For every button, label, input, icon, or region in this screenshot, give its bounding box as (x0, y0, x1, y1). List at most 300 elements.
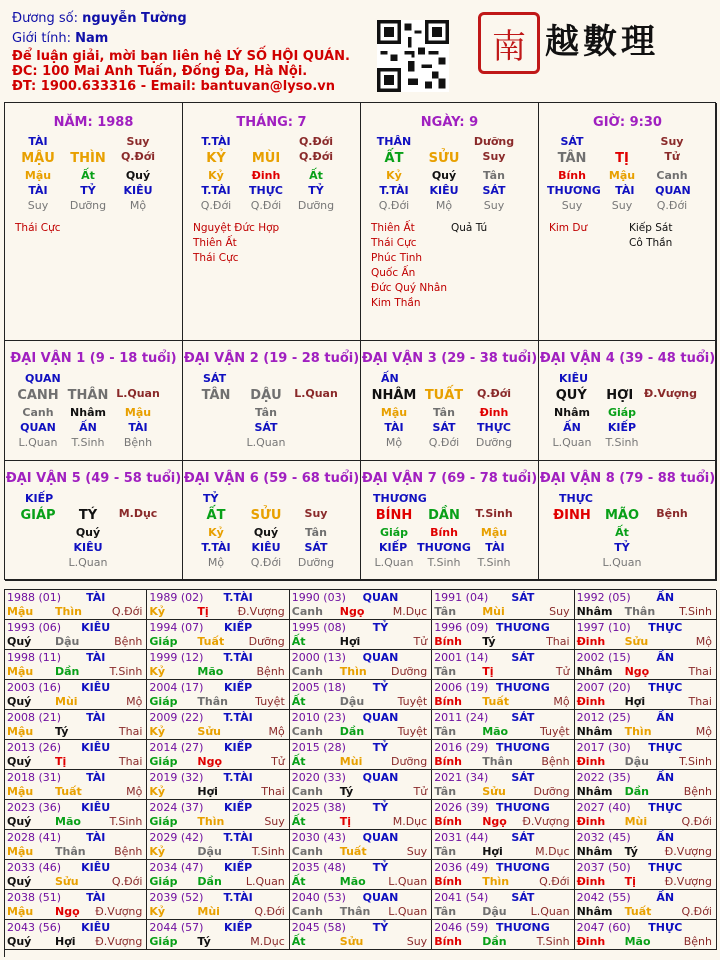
cell-row (13, 405, 163, 420)
year-branch: Dần (197, 875, 222, 888)
year-stem: Kỷ (149, 905, 166, 918)
a-value: Đinh (251, 169, 281, 182)
b-value: KIẾP (378, 541, 408, 554)
year-branch: Thân (55, 845, 86, 858)
cell-row (191, 525, 341, 540)
top-value: T.TÀI (201, 135, 231, 148)
year-stem: Ất (291, 695, 306, 708)
year-state: L.Quan (388, 905, 428, 918)
stars-block (549, 221, 716, 251)
year-cell (575, 620, 717, 650)
year-branch: Thìn (339, 665, 367, 678)
year-state: Tuyệt (397, 725, 428, 738)
year-label: 1997 (10) (576, 621, 631, 634)
c-value: Q.Đới (656, 199, 688, 212)
luck-period-cell (539, 341, 717, 461)
mid-value: TÂN (201, 388, 231, 403)
year-god: SÁT (511, 591, 535, 604)
year-god: T.TÀI (223, 651, 253, 664)
star-label: Cô Thần (629, 237, 673, 249)
luck-god: THỰC (559, 492, 593, 505)
year-god: THỰC (648, 801, 683, 814)
c-value: Q.Đới (250, 199, 282, 212)
year-label: 2008 (21) (7, 711, 62, 724)
b-value: TÀI (485, 541, 505, 554)
year-stem: Ất (291, 875, 306, 888)
b-value: TÀI (128, 421, 148, 434)
year-god: TÀI (86, 891, 106, 904)
b-value (113, 540, 163, 555)
year-cell (5, 860, 147, 890)
year-state: Q.Đới (539, 875, 570, 888)
a-value: Quý (253, 526, 279, 539)
cell-row (13, 198, 163, 213)
luck-title: ĐẠI VẬN 4 (39 - 48 tuổi) (539, 351, 716, 366)
a-value: Ất (615, 526, 629, 539)
year-state: Tử (271, 755, 285, 768)
year-stem: Ất (291, 755, 306, 768)
year-cell (432, 770, 574, 800)
year-branch: Hợi (624, 695, 646, 708)
year-state: Thai (546, 635, 570, 648)
year-god: KIÊU (81, 921, 111, 934)
year-state: Tử (555, 665, 570, 678)
year-god: KIÊU (81, 741, 111, 754)
year-stem: Mậu (7, 785, 34, 798)
b-value: THỰC (477, 421, 511, 434)
pillar-title: GIỜ: 9:30 (593, 115, 662, 130)
year-state: Q.Đới (111, 875, 143, 888)
year-state: M.Dục (250, 935, 285, 948)
year-cell (575, 860, 717, 890)
year-label: 2042 (55) (576, 891, 631, 904)
a-value: Tân (255, 406, 277, 419)
year-branch: Tuất (624, 905, 652, 918)
a-value: Ất (81, 169, 95, 182)
c-value: T.Sinh (427, 556, 461, 569)
year-label: 2011 (24) (434, 711, 489, 724)
a-value: Mậu (124, 406, 152, 419)
year-branch: Sửu (624, 635, 649, 648)
year-stem: Tân (434, 845, 457, 858)
year-god: KIẾP (223, 621, 253, 634)
year-stem: Quý (7, 935, 32, 948)
year-cell (290, 890, 432, 920)
year-god: ẤN (656, 651, 675, 664)
year-branch: Mão (482, 725, 509, 738)
year-label: 1995 (08) (291, 621, 346, 634)
a-value (647, 525, 697, 540)
year-cell (5, 830, 147, 860)
luck-period-cell (539, 461, 717, 581)
year-label: 2007 (20) (576, 681, 631, 694)
year-label: 2028 (41) (7, 831, 62, 844)
b-value: THỰC (249, 184, 283, 197)
pillar-title: THÁNG: 7 (236, 115, 307, 130)
c-value: Mộ (385, 436, 403, 449)
c-value: Mộ (435, 199, 453, 212)
year-stem: Canh (291, 785, 323, 798)
luck-title: ĐẠI VẬN 8 (79 - 88 tuổi) (539, 471, 716, 486)
cell-row (191, 198, 341, 213)
luck-period-cell (183, 461, 361, 581)
year-state: Thai (688, 695, 712, 708)
year-branch: Dậu (482, 905, 507, 918)
b-value: KIÊU (123, 184, 153, 197)
year-state: Suy (549, 605, 570, 618)
cell-row (369, 149, 519, 168)
top-value: Q.Đới (298, 135, 334, 148)
c-value: L.Quan (552, 436, 592, 449)
year-branch: Dậu (624, 755, 649, 768)
year-label: 2001 (14) (434, 651, 489, 664)
year-branch: Mão (55, 815, 81, 828)
year-cell (147, 620, 289, 650)
a-value (647, 405, 697, 420)
year-stem: Tân (434, 905, 457, 918)
year-god: KIÊU (81, 621, 111, 634)
year-branch: Hợi (197, 785, 218, 798)
year-label: 2037 (50) (576, 861, 631, 874)
year-label: 1999 (12) (149, 651, 204, 664)
year-state: Mộ (553, 695, 570, 708)
mid-value: THÂN (67, 388, 109, 403)
luck-period-cell (361, 461, 539, 581)
year-state: Mộ (126, 695, 143, 708)
year-god: THƯƠNG (496, 741, 550, 754)
year-branch: Mùi (482, 605, 505, 618)
top-value (241, 134, 291, 149)
year-label: 1998 (11) (7, 651, 62, 664)
contact-line-3[interactable]: ĐT: 1900.633316 - Email: bantuvan@lyso.vn (12, 79, 336, 94)
year-label: 1989 (02) (149, 591, 204, 604)
luck-god: QUAN (25, 372, 61, 385)
year-cell (147, 710, 289, 740)
mid-value: QUÝ (555, 388, 587, 403)
year-cell (575, 770, 717, 800)
year-cell (5, 770, 147, 800)
year-god: KIẾP (223, 681, 253, 694)
b-value: ẤN (563, 421, 581, 434)
year-god: SÁT (511, 831, 535, 844)
b-value: THƯƠNG (547, 184, 601, 197)
year-cell (290, 740, 432, 770)
b-value: KIÊU (429, 184, 459, 197)
c-value: Suy (611, 199, 633, 212)
c-value (647, 435, 697, 450)
star-label: Kim Dư (549, 222, 588, 234)
year-god: TÀI (86, 711, 106, 724)
mid-value: ĐINH (553, 508, 591, 523)
cell-row (191, 555, 341, 570)
year-cell (432, 740, 574, 770)
cell-row (369, 183, 519, 198)
year-stem: Canh (291, 725, 323, 738)
b-value: TÀI (28, 184, 48, 197)
year-state: Dưỡng (248, 635, 285, 648)
top-value (63, 134, 113, 149)
c-value: Dưỡng (297, 199, 335, 212)
a-value: Mậu (380, 406, 408, 419)
year-stem: Mậu (7, 665, 34, 678)
year-cell (147, 590, 289, 620)
cell-row (13, 506, 163, 525)
year-stem: Bính (434, 815, 463, 828)
year-stem: Giáp (149, 815, 178, 828)
b-value (191, 420, 241, 435)
year-stem: Bính (434, 935, 463, 948)
year-stem: Canh (291, 665, 323, 678)
year-state: Thai (118, 725, 143, 738)
year-label: 2027 (40) (576, 801, 631, 814)
cell-row (13, 168, 163, 183)
year-state: Đ.Vượng (522, 815, 570, 828)
a-value: Bính (430, 526, 458, 539)
c-value: Mộ (207, 556, 225, 569)
year-branch: Tuất (482, 695, 509, 708)
year-label: 2033 (46) (7, 861, 62, 874)
year-state: Q.Đới (681, 815, 712, 828)
year-cell (5, 650, 147, 680)
a-value: Quý (431, 169, 457, 182)
mid-value: M.Dục (118, 507, 158, 520)
year-god: TÀI (86, 831, 106, 844)
mid-value: SỬU (250, 508, 282, 523)
a-value: Kỷ (386, 169, 402, 182)
star-label: Thiên Ất (371, 222, 415, 234)
year-stem: Canh (291, 845, 323, 858)
annual-luck-table (4, 589, 716, 957)
year-god: THỰC (648, 681, 683, 694)
mid-value: DẦN (428, 508, 460, 523)
year-branch: Sửu (339, 935, 364, 948)
a-value: Nhâm (554, 406, 590, 419)
year-god: ẤN (656, 891, 675, 904)
year-stem: Đinh (576, 875, 606, 888)
year-label: 2023 (36) (7, 801, 62, 814)
year-branch: Thìn (624, 725, 652, 738)
year-cell (147, 920, 289, 950)
year-state: Bệnh (683, 785, 712, 798)
mid-value: TUẤT (424, 388, 464, 403)
year-god: KIẾP (223, 801, 253, 814)
b-value: TỶ (80, 184, 96, 197)
year-state: Bệnh (541, 755, 570, 768)
cell-row (191, 405, 341, 420)
year-label: 2000 (13) (291, 651, 346, 664)
star-label: Thái Cực (371, 237, 417, 249)
year-label: 2017 (30) (576, 741, 631, 754)
year-stem: Canh (291, 905, 323, 918)
mid-value: TỊ (615, 151, 629, 166)
c-value: L.Quan (18, 436, 58, 449)
c-value: T.Sinh (605, 436, 639, 449)
c-value: Q.Đới (200, 199, 232, 212)
mid-value: ẤT (206, 508, 226, 523)
year-god: THƯƠNG (496, 861, 550, 874)
cell-row (369, 525, 519, 540)
star-label: Thái Cực (193, 252, 239, 264)
year-cell (147, 860, 289, 890)
year-label: 2016 (29) (434, 741, 489, 754)
b-value: T.TÀI (201, 184, 231, 197)
year-stem: Đinh (576, 815, 606, 828)
a-value: Nhâm (70, 406, 106, 419)
cell-row (369, 198, 519, 213)
b-value: SÁT (432, 421, 456, 434)
year-stem: Giáp (149, 635, 178, 648)
c-value: Dưỡng (69, 199, 107, 212)
year-state: Mộ (126, 785, 143, 798)
cell-row (547, 420, 697, 435)
year-branch: Thân (339, 905, 371, 918)
year-state: Tử (413, 635, 428, 648)
year-label: 2035 (48) (291, 861, 346, 874)
luck-god: THƯƠNG (373, 492, 427, 505)
year-stem: Đinh (576, 755, 606, 768)
year-cell (5, 680, 147, 710)
luck-god: TỶ (203, 492, 219, 505)
year-branch: Tị (55, 755, 67, 768)
cell-row (547, 168, 697, 183)
cell-row (369, 168, 519, 183)
cell-row (13, 420, 163, 435)
cell-row (13, 525, 163, 540)
pillar-title: NĂM: 1988 (53, 115, 134, 130)
year-state: Thai (688, 665, 712, 678)
year-branch: Ngọ (624, 665, 650, 678)
year-cell (432, 710, 574, 740)
year-label: 2036 (49) (434, 861, 489, 874)
year-cell (432, 680, 574, 710)
year-branch: Sửu (55, 875, 79, 888)
year-state: T.Sinh (251, 845, 285, 858)
c-value: L.Quan (374, 556, 414, 569)
cell-row (369, 386, 519, 405)
year-stem: Kỷ (149, 845, 166, 858)
c-value (13, 555, 63, 570)
mid-value: TÂN (557, 151, 587, 166)
c-value: Bệnh (123, 436, 153, 449)
year-god: KIẾP (223, 741, 253, 754)
cell-row (547, 435, 697, 450)
a-value: Quý (125, 169, 151, 182)
c-value: L.Quan (68, 556, 108, 569)
year-stem: Quý (7, 635, 32, 648)
year-god: ẤN (656, 711, 675, 724)
year-label: 1990 (03) (291, 591, 346, 604)
year-label: 2045 (58) (291, 921, 346, 934)
a-value (13, 525, 63, 540)
a-value: Canh (22, 406, 54, 419)
year-branch: Ngọ (482, 815, 507, 828)
b-value: THƯƠNG (417, 541, 471, 554)
header (0, 0, 720, 100)
year-god: KIẾP (223, 921, 253, 934)
year-cell (147, 740, 289, 770)
a-value: Đinh (479, 406, 509, 419)
year-god: KIÊU (81, 681, 111, 694)
year-stem: Bính (434, 755, 463, 768)
mid-value: HỢI (606, 388, 634, 403)
year-cell (575, 680, 717, 710)
a-value: Tân (433, 406, 455, 419)
cell-row (547, 540, 697, 555)
year-branch: Mão (624, 935, 651, 948)
year-stem: Giáp (149, 875, 178, 888)
year-god: QUAN (362, 591, 399, 604)
year-label: 2021 (34) (434, 771, 489, 784)
year-branch: Tý (197, 935, 211, 948)
cell-row (13, 540, 163, 555)
year-cell (147, 800, 289, 830)
year-cell (5, 590, 147, 620)
luck-title: ĐẠI VẬN 2 (19 - 28 tuổi) (183, 351, 360, 366)
year-state: M.Dục (535, 845, 570, 858)
top-value: SÁT (560, 135, 584, 148)
year-stem: Tân (434, 785, 457, 798)
cell-row (369, 134, 519, 149)
year-branch: Dậu (339, 695, 365, 708)
year-state: Bệnh (683, 935, 712, 948)
year-state: Suy (406, 935, 428, 948)
mid-value: T.Sinh (475, 507, 513, 520)
year-branch: Thân (482, 755, 513, 768)
star-label: Phúc Tinh (371, 252, 423, 264)
year-branch: Tị (624, 875, 636, 888)
cell-row (547, 555, 697, 570)
a-value: Quý (75, 526, 101, 539)
cell-row (191, 168, 341, 183)
mid-value: THÌN (70, 151, 106, 166)
year-branch: Thìn (482, 875, 510, 888)
year-stem: Mậu (7, 725, 34, 738)
year-state: Dưỡng (391, 755, 428, 768)
year-cell (290, 920, 432, 950)
year-cell (147, 830, 289, 860)
year-god: ẤN (656, 591, 675, 604)
year-cell (432, 920, 574, 950)
year-stem: Tân (434, 665, 457, 678)
cell-row (547, 134, 697, 149)
seal-stamp: 南 (478, 12, 540, 74)
year-god: QUAN (362, 831, 399, 844)
year-branch: Dần (339, 725, 365, 738)
year-state: Đ.Vượng (664, 875, 712, 888)
year-cell (147, 680, 289, 710)
star-label: Quốc Ấn (371, 267, 416, 279)
year-god: THƯƠNG (496, 681, 550, 694)
star-label: Quả Tú (451, 222, 488, 234)
year-branch: Mùi (55, 695, 78, 708)
year-state: L.Quan (530, 905, 570, 918)
year-state: Đ.Vượng (95, 935, 143, 948)
year-cell (290, 830, 432, 860)
year-god: THỰC (648, 741, 683, 754)
cell-row (191, 420, 341, 435)
year-branch: Dần (55, 665, 80, 678)
year-god: THƯƠNG (496, 621, 550, 634)
year-god: TÀI (86, 591, 106, 604)
cell-row (547, 506, 697, 525)
year-god: QUAN (362, 771, 399, 784)
mid-value: Q.Đới (120, 150, 156, 163)
year-god: TỶ (372, 921, 389, 934)
top-value (597, 134, 647, 149)
year-branch: Hợi (339, 635, 361, 648)
year-cell (575, 650, 717, 680)
year-state: Mộ (695, 635, 712, 648)
